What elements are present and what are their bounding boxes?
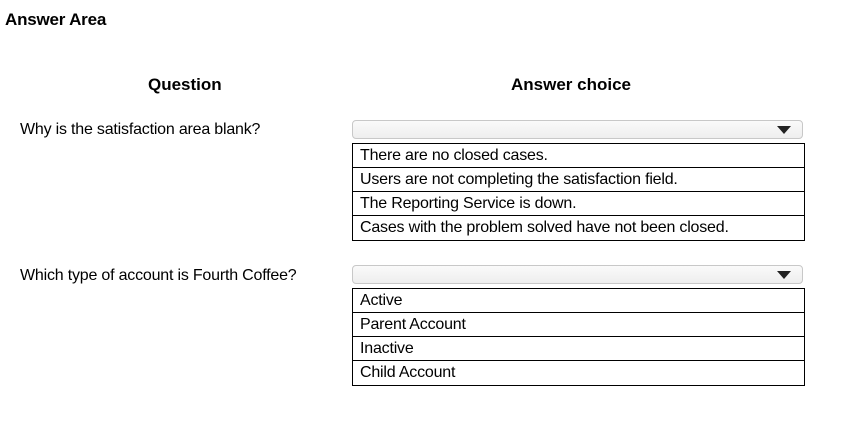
chevron-down-icon[interactable] <box>772 269 796 281</box>
question-2-option[interactable]: Active <box>353 289 804 313</box>
question-2-text: Which type of account is Fourth Coffee? <box>20 267 297 284</box>
question-1-text: Why is the satisfaction area blank? <box>20 121 261 138</box>
question-1-option[interactable]: There are no closed cases. <box>353 144 804 168</box>
question-column-header: Question <box>148 75 222 94</box>
question-1-options-list <box>352 143 805 241</box>
question-1-option[interactable]: Cases with the problem solved have not been closed. <box>360 219 729 236</box>
question-2-option[interactable]: Child Account <box>360 364 456 381</box>
answer-choice-column-header: Answer choice <box>511 75 631 94</box>
question-1-option[interactable]: The Reporting Service is down. <box>353 192 804 216</box>
question-2-options-list <box>352 288 805 386</box>
answer-area-title: Answer Area <box>5 10 107 29</box>
question-2-option[interactable]: Parent Account <box>353 313 804 337</box>
question-1-option[interactable]: Users are not completing the satisfaction field. <box>353 168 804 192</box>
question-2-answer-dropdown[interactable] <box>352 265 803 284</box>
question-1-answer-dropdown[interactable] <box>352 120 803 139</box>
question-2-option[interactable]: Inactive <box>353 337 804 361</box>
chevron-down-icon[interactable] <box>772 124 796 136</box>
